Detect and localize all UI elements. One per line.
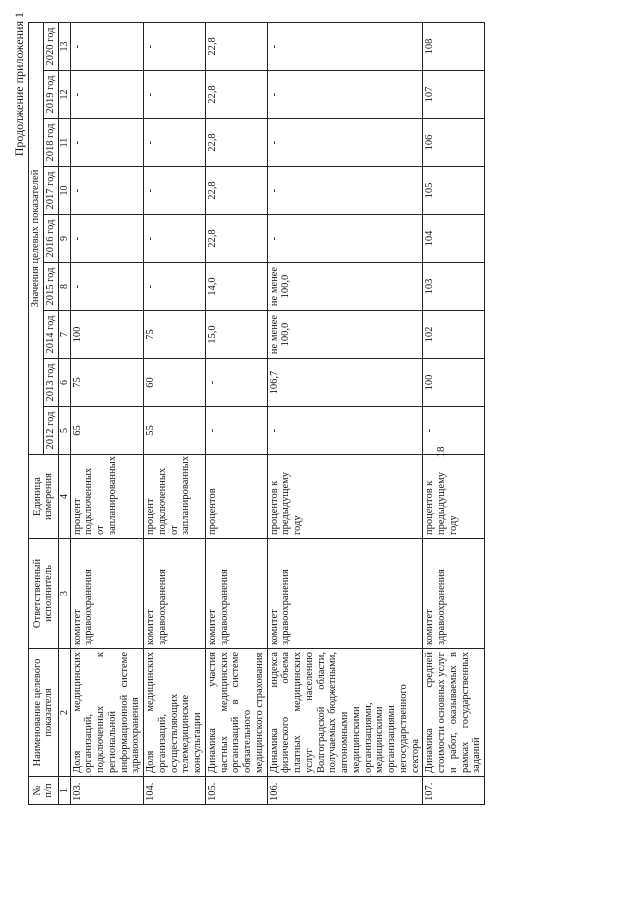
indicator-name: Динамика средней стоимости основных услуг и работ, оказываемых в рамках государственных заданий [423, 649, 485, 777]
value-cell: 15,0 [205, 311, 267, 359]
value-cell: - [267, 119, 423, 167]
column-number: 8 [58, 263, 70, 311]
value-cell: 22,8 [205, 71, 267, 119]
header-year-4: 2015 год [43, 263, 58, 311]
column-number: 13 [58, 22, 70, 70]
column-number: 6 [58, 359, 70, 407]
value-cell: не менее 100,0 [267, 311, 423, 359]
header-year-8: 2019 год [43, 71, 58, 119]
row-number: 106. [267, 777, 423, 805]
value-cell: - [144, 215, 206, 263]
unit-of-measure: процент подключенных от запланированных [70, 455, 144, 539]
header-year-2: 2013 год [43, 359, 58, 407]
value-cell: - [70, 119, 144, 167]
responsible-executor: комитет здравоохранения [144, 539, 206, 649]
value-cell: - [267, 407, 423, 455]
column-number: 10 [58, 167, 70, 215]
value-cell: - [70, 167, 144, 215]
header-year-7: 2018 год [43, 119, 58, 167]
row-number: 105. [205, 777, 267, 805]
value-cell: - [205, 407, 267, 455]
value-cell: 22,8 [205, 215, 267, 263]
value-cell: 106,7 [267, 359, 423, 407]
value-cell: 103 [423, 263, 485, 311]
table-row [423, 22, 485, 804]
table-row [205, 22, 267, 804]
table-row [144, 22, 206, 804]
column-number: 4 [58, 455, 70, 539]
value-cell: 108 [423, 22, 485, 70]
value-cell: 75 [144, 311, 206, 359]
header-year-1: 2012 год [43, 407, 58, 455]
column-number: 12 [58, 71, 70, 119]
column-number: 2 [58, 649, 70, 777]
header-unit: Единица измерения [29, 455, 59, 539]
column-number: 9 [58, 215, 70, 263]
value-cell: 65 [70, 407, 144, 455]
value-cell: 22,8 [205, 167, 267, 215]
value-cell: 104 [423, 215, 485, 263]
value-cell: 100 [70, 311, 144, 359]
unit-of-measure: процент подключенных от запланированных [144, 455, 206, 539]
column-number: 11 [58, 119, 70, 167]
value-cell: - [70, 71, 144, 119]
value-cell: не менее 100,0 [267, 263, 423, 311]
header-year-6: 2017 год [43, 167, 58, 215]
responsible-executor: комитет здравоохранения [70, 539, 144, 649]
value-cell: - [70, 215, 144, 263]
table-row [70, 22, 144, 804]
header-year-9: 2020 год [43, 22, 58, 70]
column-number: 7 [58, 311, 70, 359]
row-number: 107. [423, 777, 485, 805]
value-cell: 102 [423, 311, 485, 359]
responsible-executor: комитет здравоохранения [423, 539, 485, 649]
targets-table [28, 22, 485, 805]
indicator-name: Динамика участия частных медицинских организаций в системе обязательного медицинского страхования [205, 649, 267, 777]
value-cell: 107 [423, 71, 485, 119]
table-caption: Продолжение приложения 1 [12, 12, 26, 157]
indicator-name: Доля медицинских организаций, подключенных к региональной информационной системе здравоохранения [70, 649, 144, 777]
column-number: 1 [58, 777, 70, 805]
indicator-name: Доля медицинских организаций, осуществляющих телемедицинские консультации [144, 649, 206, 777]
row-number: 104. [144, 777, 206, 805]
header-values: Значения целевых показателей [29, 22, 44, 454]
header-year-3: 2014 год [43, 311, 58, 359]
value-cell: - [144, 167, 206, 215]
value-cell: 22,8 [205, 119, 267, 167]
unit-of-measure: процентов к предыдущему году [423, 455, 485, 539]
unit-of-measure: процентов [205, 455, 267, 539]
value-cell: - [267, 22, 423, 70]
value-cell: 106 [423, 119, 485, 167]
value-cell: 75 [70, 359, 144, 407]
value-cell: - [70, 22, 144, 70]
unit-of-measure: процентов к предыдущему году [267, 455, 423, 539]
value-cell: - [144, 263, 206, 311]
row-number: 103. [70, 777, 144, 805]
indicator-name: Динамика индекса физического объема платных медицинских услуг населению Волгоградской области, получаемых бюджетными, автономными медицинскими организациями, медицинскими организациями негосударственного сектора [267, 649, 423, 777]
value-cell: - [267, 215, 423, 263]
value-cell: - [70, 263, 144, 311]
value-cell: - [144, 22, 206, 70]
header-name: Наименование целевого показателя [29, 649, 59, 777]
value-cell: 105 [423, 167, 485, 215]
value-cell: 22,8 [205, 22, 267, 70]
header-no: № п/п [29, 777, 59, 805]
page-number: 18 [435, 446, 447, 458]
responsible-executor: комитет здравоохранения [205, 539, 267, 649]
header-year-5: 2016 год [43, 215, 58, 263]
value-cell: - [205, 359, 267, 407]
value-cell: - [267, 167, 423, 215]
table-row [267, 22, 423, 804]
value-cell: - [267, 71, 423, 119]
column-number: 3 [58, 539, 70, 649]
value-cell: 100 [423, 359, 485, 407]
column-number: 5 [58, 407, 70, 455]
value-cell: - [144, 71, 206, 119]
value-cell: - [423, 407, 485, 455]
value-cell: 14,0 [205, 263, 267, 311]
header-exec: Ответственный исполнитель [29, 539, 59, 649]
value-cell: 55 [144, 407, 206, 455]
value-cell: 60 [144, 359, 206, 407]
responsible-executor: комитет здравоохранения [267, 539, 423, 649]
value-cell: - [144, 119, 206, 167]
